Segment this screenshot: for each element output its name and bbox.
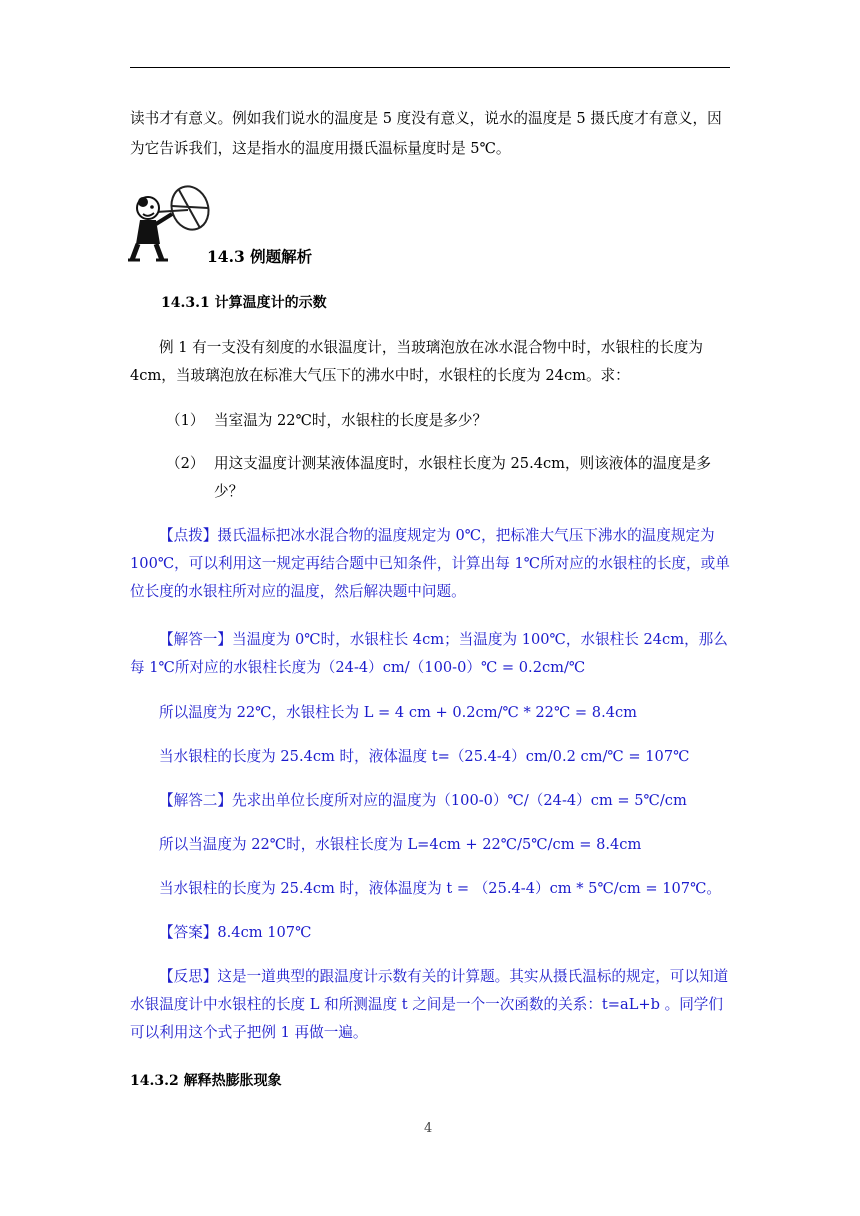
intro-line-1: 读书才有意义。例如我们说水的温度是 5 度没有意义，说水的温度是 5 摄氏度才有意义，因 xyxy=(130,110,722,127)
solution2-paragraph-3: 当水银柱的长度为 25.4cm 时，液体温度为 t = （25.4-4）cm * 5℃/cm = 107℃。 xyxy=(159,880,722,897)
subsection-2-title: 14.3.2 解释热膨胀现象 xyxy=(130,1073,282,1089)
subsection-title: 14.3.1 计算温度计的示数 xyxy=(161,295,327,311)
intro-line-2: 为它告诉我们，这是指水的温度用摄氏温标量度时是 5℃。 xyxy=(130,140,511,157)
example-text: 例 1 有一支没有刻度的水银温度计，当玻璃泡放在冰水混合物中时，水银柱的长度为 4cm，当玻璃泡放在标准大气压下的沸水中时，水银柱的长度为 24cm。求： xyxy=(130,339,703,384)
solution2-paragraph-1: 【解答二】先求出单位长度所对应的温度为（100-0）℃/（24-4）cm = 5℃/cm xyxy=(159,792,687,809)
header-rule xyxy=(130,67,730,68)
question-1-number: （1） xyxy=(166,412,205,429)
reflection-paragraph: 【反思】这是一道典型的跟温度计示数有关的计算题。其实从摄氏温标的规定，可以知道水银温度计中水银柱的长度 L 和所测温度 t 之间是一个一次函数的关系：t=aL+b 。同学们可以利用这个式子把例 1 再做一遍。 xyxy=(130,968,729,1041)
solution1-paragraph-1: 【解答一】当温度为 0℃时，水银柱长 4cm；当温度为 100℃，水银柱长 24cm，那么每 1℃所对应的水银柱长度为（24-4）cm/（100-0）℃ = 0.2cm/℃ xyxy=(130,631,728,676)
hint-paragraph: 【点拨】摄氏温标把冰水混合物的温度规定为 0℃，把标准大气压下沸水的温度规定为 100℃，可以利用这一规定再结合题中已知条件，计算出每 1℃所对应的水银柱的长度，或单位长度的水银柱所对应的温度，然后解决题中问题。 xyxy=(130,527,730,600)
mascot-icon xyxy=(126,178,212,264)
answer-line: 【答案】8.4cm 107℃ xyxy=(159,924,312,941)
question-1-text: 当室温为 22℃时，水银柱的长度是多少？ xyxy=(214,412,488,429)
page-number: 4 xyxy=(424,1121,433,1136)
solution2-paragraph-2: 所以当温度为 22℃时，水银柱长度为 L=4cm + 22℃/5℃/cm = 8.4cm xyxy=(159,836,642,853)
question-2-number: （2） xyxy=(166,455,205,472)
question-2 xyxy=(166,450,711,500)
section-title: 14.3 例题解析 xyxy=(207,247,313,266)
solution1-paragraph-3: 当水银柱的长度为 25.4cm 时，液体温度 t=（25.4-4）cm/0.2 cm/℃ = 107℃ xyxy=(159,748,690,765)
question-1 xyxy=(166,407,488,435)
solution1-paragraph-2: 所以温度为 22℃，水银柱长为 L = 4 cm + 0.2cm/℃ * 22℃ = 8.4cm xyxy=(159,704,638,721)
question-2-text: 用这支温度计测某液体温度时，水银柱长度为 25.4cm，则该液体的温度是多少？ xyxy=(214,455,711,500)
